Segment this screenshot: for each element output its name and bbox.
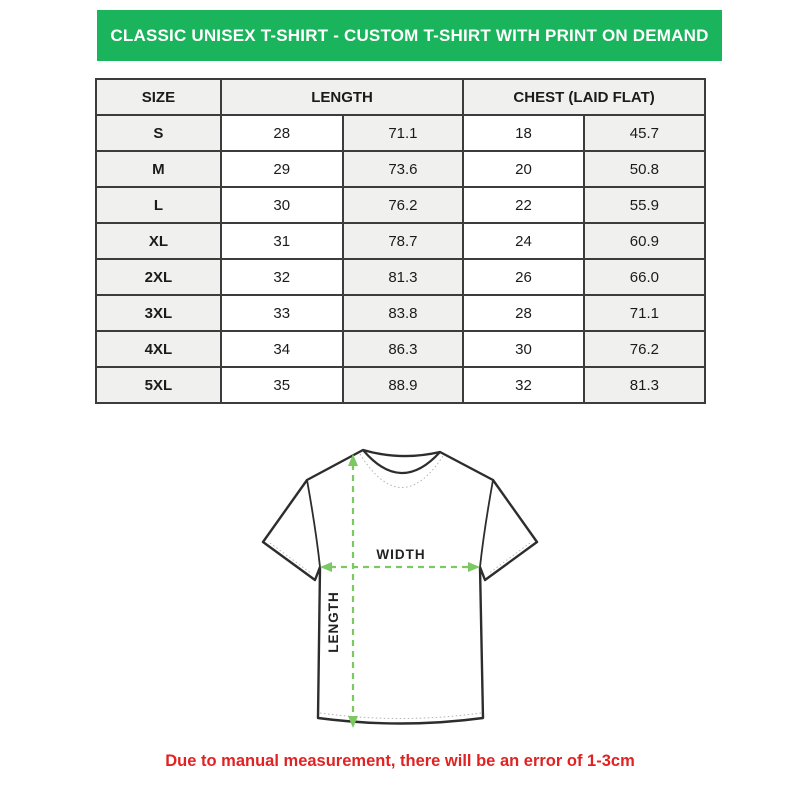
- length-cm-cell: 78.7: [343, 223, 464, 259]
- size-cell: S: [96, 115, 221, 151]
- chest-in-cell: 22: [463, 187, 584, 223]
- chest-in-cell: 20: [463, 151, 584, 187]
- length-cm-cell: 73.6: [343, 151, 464, 187]
- size-cell: 5XL: [96, 367, 221, 403]
- tshirt-measurement-diagram: [240, 430, 560, 750]
- size-cell: L: [96, 187, 221, 223]
- chest-cm-cell: 55.9: [584, 187, 705, 223]
- header-length: LENGTH: [221, 79, 463, 115]
- length-cm-cell: 76.2: [343, 187, 464, 223]
- chest-cm-cell: 76.2: [584, 331, 705, 367]
- product-title-banner: [97, 10, 722, 61]
- chest-in-cell: 24: [463, 223, 584, 259]
- tshirt-outline-svg: [240, 430, 560, 750]
- length-cm-cell: 71.1: [343, 115, 464, 151]
- chest-in-cell: 18: [463, 115, 584, 151]
- chest-in-cell: 30: [463, 331, 584, 367]
- length-in-cell: 30: [221, 187, 343, 223]
- size-cell: 4XL: [96, 331, 221, 367]
- width-label: WIDTH: [376, 547, 426, 562]
- table-row: [96, 223, 705, 259]
- length-in-cell: 28: [221, 115, 343, 151]
- size-cell: 3XL: [96, 295, 221, 331]
- length-in-cell: 29: [221, 151, 343, 187]
- chest-cm-cell: 66.0: [584, 259, 705, 295]
- table-row: [96, 151, 705, 187]
- length-cm-cell: 88.9: [343, 367, 464, 403]
- measurement-error-note: Due to manual measurement, there will be an error of 1-3cm: [165, 752, 635, 770]
- length-label: LENGTH: [326, 591, 341, 653]
- size-chart-table: [95, 78, 706, 404]
- size-cell: 2XL: [96, 259, 221, 295]
- length-in-cell: 31: [221, 223, 343, 259]
- length-cm-cell: 81.3: [343, 259, 464, 295]
- length-cm-cell: 86.3: [343, 331, 464, 367]
- header-size: SIZE: [96, 79, 221, 115]
- length-cm-cell: 83.8: [343, 295, 464, 331]
- size-cell: M: [96, 151, 221, 187]
- length-in-cell: 33: [221, 295, 343, 331]
- chest-cm-cell: 45.7: [584, 115, 705, 151]
- page-title: CLASSIC UNISEX T-SHIRT - CUSTOM T-SHIRT WITH PRINT ON DEMAND: [110, 25, 709, 45]
- length-in-cell: 34: [221, 331, 343, 367]
- table-row: [96, 331, 705, 367]
- size-cell: XL: [96, 223, 221, 259]
- table-row: [96, 115, 705, 151]
- chest-in-cell: 28: [463, 295, 584, 331]
- table-row: [96, 259, 705, 295]
- chest-in-cell: 32: [463, 367, 584, 403]
- table-row: [96, 367, 705, 403]
- table-row: [96, 187, 705, 223]
- chest-cm-cell: 71.1: [584, 295, 705, 331]
- chest-in-cell: 26: [463, 259, 584, 295]
- chest-cm-cell: 50.8: [584, 151, 705, 187]
- length-in-cell: 35: [221, 367, 343, 403]
- header-chest: CHEST (LAID FLAT): [463, 79, 705, 115]
- table-header-row: [96, 79, 705, 115]
- chest-cm-cell: 60.9: [584, 223, 705, 259]
- tshirt-body-outline: [263, 450, 537, 724]
- chest-cm-cell: 81.3: [584, 367, 705, 403]
- table-row: [96, 295, 705, 331]
- length-in-cell: 32: [221, 259, 343, 295]
